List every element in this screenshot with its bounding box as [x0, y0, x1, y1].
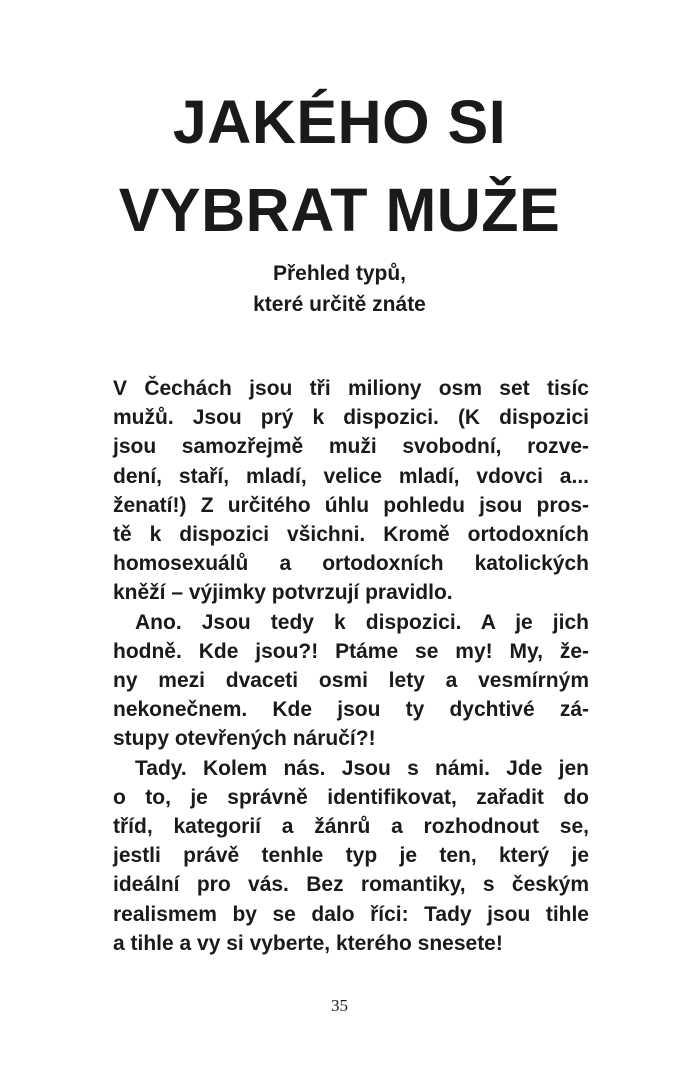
- page-number: 35: [331, 996, 348, 1015]
- text-line: dení, staří, mladí, velice mladí, vdovci a...: [113, 464, 589, 488]
- text-line: tříd, kategorií a žánrů a rozhodnout se,: [113, 815, 589, 839]
- chapter-title: [0, 78, 679, 254]
- text-line: Ano. Jsou tedy k dispozici. A je jich: [135, 610, 589, 634]
- text-line: o to, je správně identifikovat, zařadit do: [113, 785, 589, 809]
- text-line: stupy otevřených náručí?!: [113, 727, 376, 751]
- chapter-subtitle-line: které určitě znáte: [253, 293, 426, 316]
- text-line: kněží – výjimky potvrzují pravidlo.: [113, 581, 453, 605]
- text-line: ny mezi dvaceti osmi lety a vesmírným: [113, 669, 589, 693]
- text-line: mužů. Jsou prý k dispozici. (K dispozici: [113, 406, 589, 430]
- text-line: ideální pro vás. Bez romantiky, s českým: [113, 873, 589, 897]
- text-line: Tady. Kolem nás. Jsou s námi. Jde jen: [135, 756, 589, 780]
- text-line: a tihle a vy si vyberte, kterého snesete!: [113, 931, 503, 955]
- text-line: ženatí!) Z určitého úhlu pohledu jsou pros-: [113, 493, 589, 517]
- body-text: [113, 374, 589, 958]
- text-line: V Čechách jsou tři miliony osm set tisíc: [113, 377, 589, 400]
- paragraph: [113, 374, 589, 608]
- text-line: tě k dispozici všichni. Kromě ortodoxních: [113, 523, 589, 547]
- text-line: realismem by se dalo říci: Tady jsou tihle: [113, 902, 589, 926]
- text-line: nekonečnem. Kde jsou ty dychtivé zá-: [113, 698, 589, 722]
- chapter-title-line: JAKÉHO SI: [172, 88, 507, 156]
- text-line: jsou samozřejmě muži svobodní, rozve-: [113, 435, 589, 459]
- chapter-subtitle: [0, 258, 679, 320]
- chapter-subtitle-line: Přehled typů,: [272, 262, 407, 285]
- paragraph: [113, 754, 589, 958]
- chapter-title-line: VYBRAT MUŽE: [118, 176, 561, 244]
- paragraph: [113, 608, 589, 754]
- text-line: jestli právě tenhle typ je ten, který je: [113, 844, 589, 868]
- text-line: hodně. Kde jsou?! Ptáme se my! My, že-: [113, 639, 589, 663]
- text-line: homosexuálů a ortodoxních katolických: [113, 552, 589, 576]
